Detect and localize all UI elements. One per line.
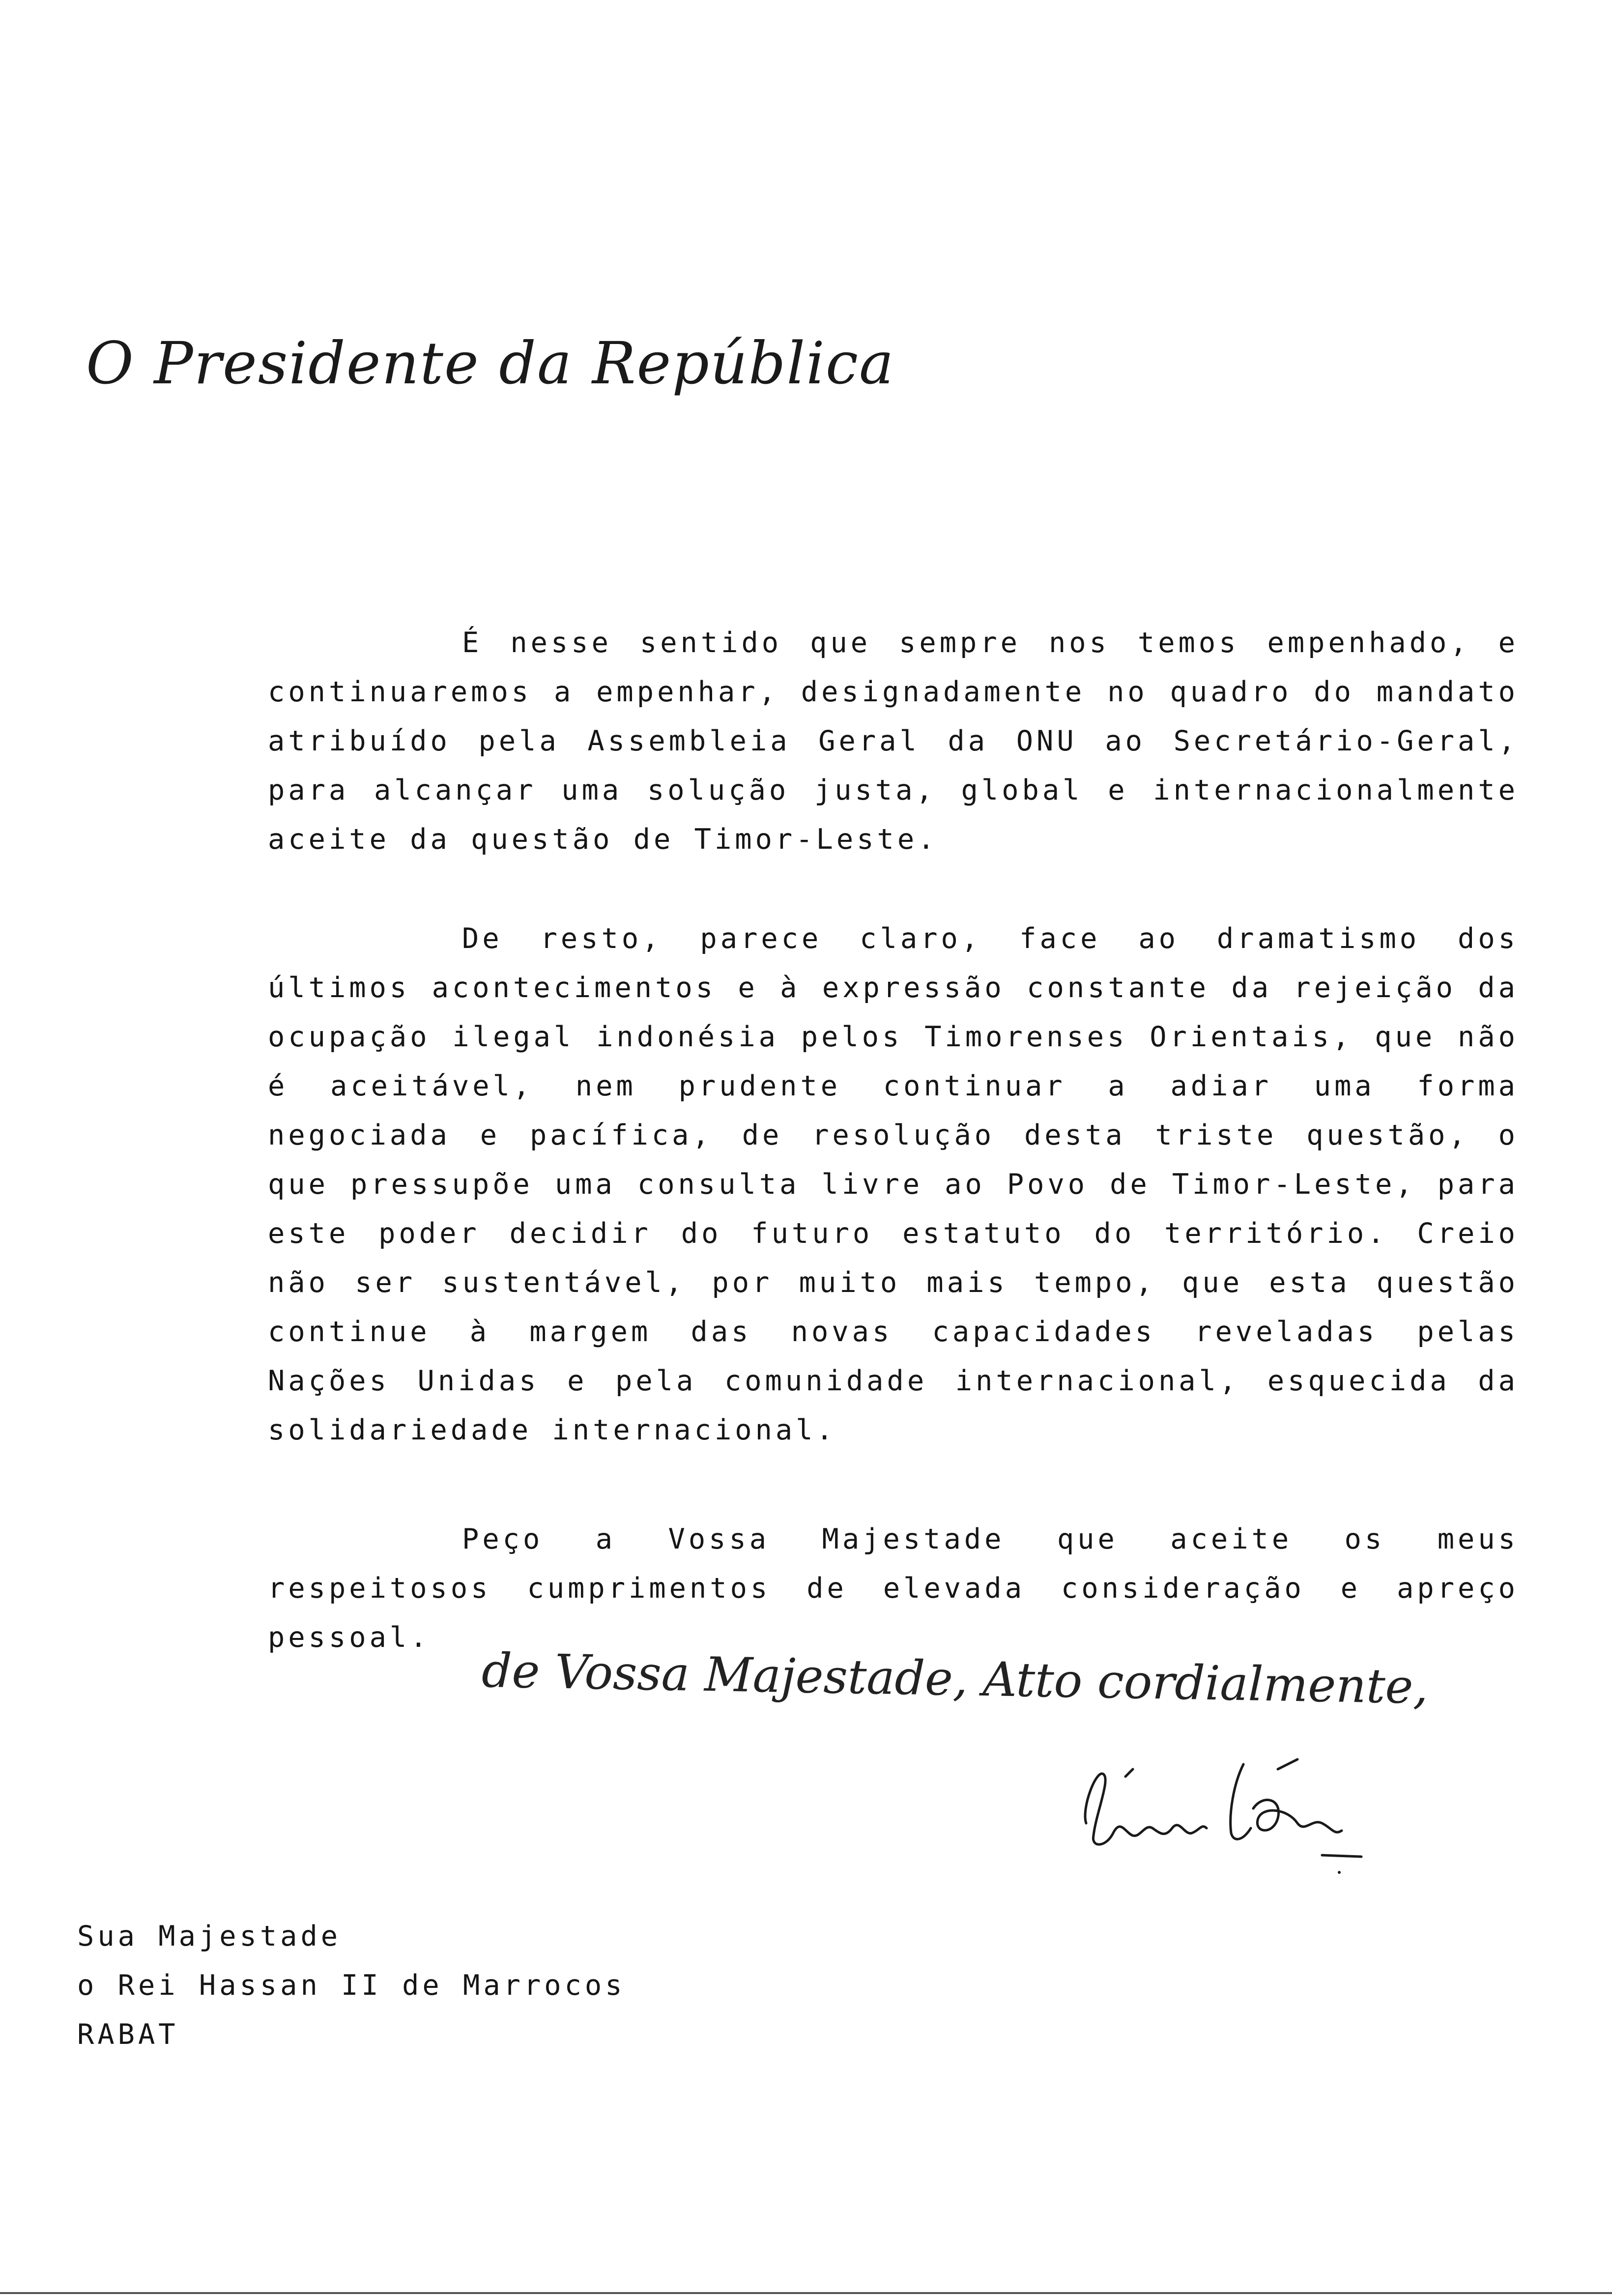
paragraph-2: De resto, parece claro, face ao dramatismo dos últimos acontecimentos e à expressão constante da rejeição da ocupação ilegal indonésia pelos Timorenses Orientais, que não é aceitável, nem prudente continuar a adiar uma forma negociada e pacífica, de resolução desta triste questão, o que pressupõe uma consulta livre ao Povo de Timor-Leste, para este poder decidir do futuro estatuto do território. Creio não ser sustentável, por muito mais tempo, que esta questão continue à margem das novas capacidades reveladas pelas Nações Unidas e pela comunidade internacional, esquecida da solidariedade internacional. xyxy=(268,922,1519,1446)
paragraph-1: É nesse sentido que sempre nos temos empenhado, e continuaremos a empenhar, designadamente no quadro do mandato atribuído pela Assembleia Geral da ONU ao Secretário-Geral, para alcançar uma solução justa, global e internacionalmente aceite da questão de Timor-Leste. xyxy=(268,627,1519,856)
bottom-rule xyxy=(0,2292,1612,2294)
recipient-line-2: o Rei Hassan II de Marrocos xyxy=(77,1969,626,2002)
paragraph-3: Peço a Vossa Majestade que aceite os meus respeitosos cumprimentos de elevada consideração e apreço pessoal. xyxy=(268,1523,1519,1654)
handwritten-closing: de Vossa Majestade, Atto cordialmente, xyxy=(481,1643,1429,1715)
recipient-line-1: Sua Majestade xyxy=(77,1920,342,1952)
letterhead-title: O Presidente da República xyxy=(86,329,895,397)
recipient-line-3: RABAT xyxy=(77,2018,179,2051)
recipient-address xyxy=(77,1912,626,2059)
signature-image xyxy=(1066,1750,1371,1877)
